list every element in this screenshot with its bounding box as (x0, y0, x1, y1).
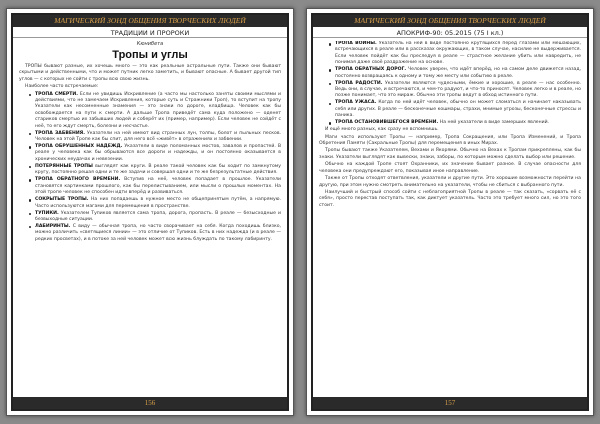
intro-lead: Наиболее часто встречаемые: (25, 84, 99, 90)
list-item (329, 67, 581, 80)
item-term: СОКРЫТЫЕ ТРОПЫ. (35, 197, 89, 203)
header-band: МАГИЧЕСКИЙ ЗОНД ОБЩЕНИЯ ТВОРЧЕСКИХ ЛЮДЕЙ (313, 15, 587, 27)
item-term: ТРОПА ОСТАНОВИВШЕГОСЯ ВРЕМЕНИ. (335, 120, 439, 126)
list-item (329, 81, 581, 100)
item-term: ТРОПА СМЕРТИ. (35, 91, 78, 97)
section-title: АПОКРИФ-90: 05.2015 (75 I кл.) (313, 28, 587, 38)
paragraph: И ещё много разных, как сразу не вспомнишь. (325, 127, 439, 133)
item-term: ТРОПА ЗАБВЕНИЯ. (35, 130, 85, 136)
paragraph: Тропы бывают также Указателем, Вехами и Якорями. Обычно на Вехах к Тропам прикреплены, как бы знаки. Указатели выглядят как вывески, знаки, заборы, по которым можно сделать выбор или решение. (319, 148, 581, 160)
item-text: Указателем Тупиков является сама тропа, дорога, пропасть. В реале — безысходные и безвыходные ситуации. (35, 210, 281, 222)
path-list (319, 41, 581, 127)
header-band: МАГИЧЕСКИЙ ЗОНД ОБЩЕНИЯ ТВОРЧЕСКИХ ЛЮДЕЙ (13, 15, 287, 27)
right-page (306, 8, 594, 416)
list-item (29, 131, 281, 144)
item-term: ТУПИКИ. (35, 210, 59, 216)
item-text: Указатели на ней имеют вид странных лун, толпы, болот и пыльных песков. Человек на этой Тропе как бы спит, для него всё «живёт» в отражениях и забвении. (35, 130, 281, 143)
section-title: ТРАДИЦИИ И ПРОРОКИ (13, 28, 287, 38)
closing-paragraphs (319, 127, 581, 209)
path-list (19, 92, 281, 244)
item-text: Человек уверен, что идёт вперёд, но на самом деле движется назад, постоянно возвращаясь к одному и тому же месту или событию в реале. (335, 67, 581, 79)
left-page (6, 8, 294, 416)
item-text: Вступив на неё, человек попадает в прошлое. Указатели становятся картинками прошлого, как бы перелистыванием, или мысли о прошлых моментах. На этой тропе человек не способен идти вперёд и развиваться. (35, 177, 281, 196)
item-term: ЛАБИРИНТЫ. (35, 223, 71, 229)
list-item (29, 197, 281, 210)
paragraph: Наилучший и быстрый способ сойти с неблагоприятной Тропы в реале — так сказать, «сорвать её с себя», просто перестав поступать так, как диктует указатель. Часто это требует много сил, но это того стоит. (319, 189, 581, 208)
item-text: На ней указатели в виде замерших явлений. (439, 120, 550, 126)
item-term: ТРОПА РАДОСТИ. (335, 80, 383, 86)
item-text: Указатели в виде поломанных мостов, завалов и пропастей. В реале у человека как бы обрываются все дороги и надежды, и он постоянно оказывается в хронических неудачах и невезении. (35, 144, 281, 162)
article-author: Кюнибета (136, 41, 164, 47)
list-item (329, 41, 581, 67)
item-term: ТРОПА ОБРУШЕННЫХ НАДЕЖД. (35, 144, 123, 150)
item-text: выглядят как круги. В реале такой человек как бы ходит по замкнутому кругу, постоянно решая одни и те же задачи и совершая одни и те же безрезультатные действия. (35, 163, 281, 176)
list-item (329, 100, 581, 119)
list-item (29, 92, 281, 130)
item-text: Когда по ней идёт человек, обычно он может сломаться и начинает наказывать себя или других. В реале — бесконечные кошмары, страхи, мнимые угрозы, бесконечные стрессы и паника. (335, 100, 581, 119)
list-item (29, 224, 281, 243)
item-term: ТРОПА ВОЙНЫ. (335, 41, 377, 46)
paragraph: Маги часто используют Тропы — например, Тропа Сокращения, или Тропа Изменений, и Тропа Обретения Памяти (Сакральные Тропы) для перемещения в иных Мирах. (319, 134, 581, 147)
item-text: На них попадаешь в нужное место не общепринятым путём, а напрямую. Часто используются магами для перемещения в пространстве. (35, 197, 281, 209)
list-item (29, 211, 281, 224)
page-content (19, 41, 281, 393)
paragraph: Также от Тропы отходят ответвления, указатели и другие пути. Это хорошие возможности перейти на другую, при этом нужно смотреть внимательно на указатели, чтобы не сбиться с выбранного пути. (319, 176, 581, 188)
article-title: Тропы и углы (112, 49, 188, 61)
item-term: ПОТЕРЯННЫЕ ТРОПЫ (35, 163, 93, 169)
item-text: Указатель на ней в виде постоянно крутящихся перед глазами или мешающих, встречающихся в реале или в рассказах окружающих, в таком случае, насилие не выдерживается. Если человек пойдёт как бы преследуя в реале — страстное желание убить или навредить, не понимая даже своё раздражение на основе. (335, 41, 581, 66)
item-term: ТРОПА УЖАСА. (335, 100, 377, 106)
list-item (29, 164, 281, 177)
page-number: 157 (313, 397, 587, 409)
item-text: Указатели являются чудесными, ёмкие и хорошие, в реале — нас особенно. Ведь они, в случае, и встречаются, и чем-то радуют, и что-то приносят. Человек легко и в реале, но позже понимает, что это мираж. Обычно эти тропы ведут в обход истинного пути. (335, 80, 581, 99)
item-term: ТРОПА ОБРАТНЫХ ДОРОГ. (335, 67, 407, 73)
item-term: ТРОПА ОБРАТНОГО ВРЕМЕНИ. (35, 177, 121, 183)
item-text: Если не увидишь Искривление (а часто мы настолько заняты своими мыслями и действиями, что не замечаем Искривления, которые суть и Стражники Троп), то вступит на тропу Указатели как несомненные знамения — это знаки по дороге, кладбища. Человек как бы освобождается на пути к смерти. А дальше Тропа приведёт сама куда положено — оденет стариков смертью их забывших людей и соберёт их (пример, например). Если человек не сойдёт с неё, то его ждут смерть, болезни и несчастье. (35, 91, 281, 129)
page-number: 156 (13, 397, 287, 409)
paragraph: Обычно на каждой Тропе стоят Охранники, их значение бывает разное. В случае опасности для человека они предупреждают его, показывая иное направление. (319, 162, 581, 174)
list-item (329, 120, 581, 126)
page-content (319, 41, 581, 393)
list-item (29, 177, 281, 196)
list-item (29, 144, 281, 163)
item-text: С виду — обычная тропа, но часто сворачивает на себя. Когда походишь близко, можно различить «светящиеся линии» — это отличие от Тупиков. Есть в них надежда (и в реале — редких просветах), и в потоке за ней человек может всю жизнь блуждать по такому лабиринту. (35, 223, 281, 242)
intro-paragraph: ТРОПЫ бывают разные, их хочешь много — это как реальные астральные пути. Также они бывают скрытыми и действенными, что и может путник легко заметить, и бывают опасные. А бывает другой тип углов — с которых не сойти с тропы всю свою жизнь. (19, 64, 281, 82)
